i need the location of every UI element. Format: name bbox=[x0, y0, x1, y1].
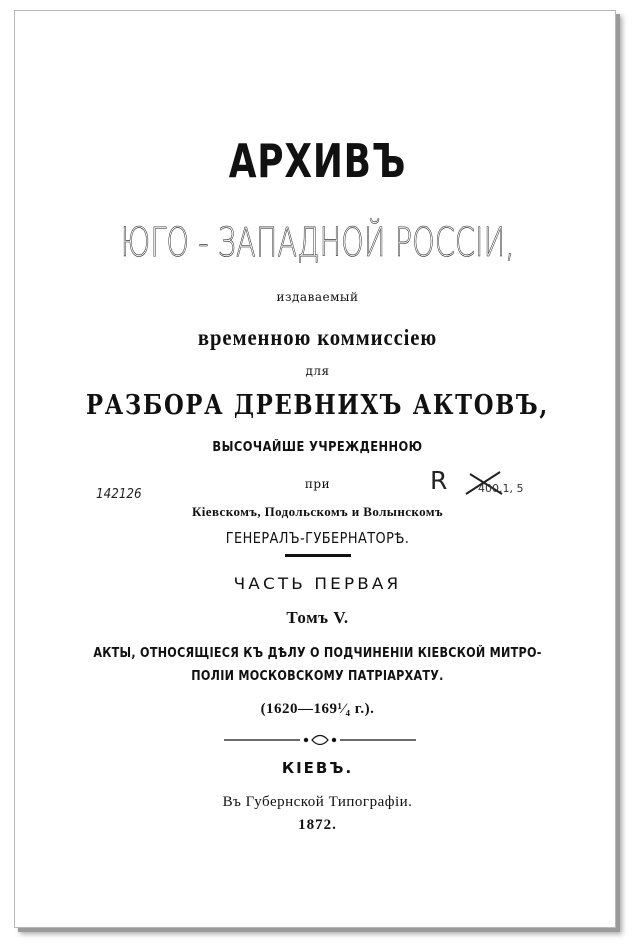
printer-name: Въ Губернской Типографіи. bbox=[222, 794, 413, 810]
analysis-title: РАЗБОРА ДРЕВНИХЪ АКТОВЪ, bbox=[86, 390, 549, 421]
publisher-intro: издаваемый bbox=[276, 290, 359, 304]
publication-year: 1872. bbox=[298, 817, 337, 833]
acts-title-line-1: АКТЫ, ОТНОСЯЩІЕСЯ КЪ ДѢЛУ О ПОДЧИНЕНІИ КІЕВСКОЙ МИТРО- bbox=[93, 646, 542, 661]
commission-name: временною коммиссіею bbox=[197, 325, 438, 350]
governor-text: ГЕНЕРАЛЪ-ГУБЕРНАТОРѢ. bbox=[225, 529, 410, 547]
publication-city: КІЕВЪ. bbox=[281, 759, 354, 777]
at-word: при bbox=[304, 477, 331, 491]
acts-title-line-2: ПОЛІИ МОСКОВСКОМУ ПАТРІАРХАТУ. bbox=[191, 669, 444, 684]
part-heading: ЧАСТЬ ПЕРВАЯ bbox=[233, 574, 402, 593]
section-divider bbox=[285, 554, 351, 557]
book-subtitle: ЮГО - ЗАПАДНОЙ РОССІИ, bbox=[120, 220, 515, 266]
handwritten-inventory-number: 142126 bbox=[96, 487, 142, 502]
provinces-text: Кіевскомъ, Подольскомъ и Волынскомъ bbox=[191, 504, 444, 519]
volume-heading: Томъ V. bbox=[286, 608, 349, 627]
established-text: ВЫСОЧАЙШЕ УЧРЕЖДЕННОЮ bbox=[212, 440, 423, 455]
for-word: для bbox=[305, 364, 330, 378]
shelf-number: 400.1, 5 bbox=[478, 482, 524, 495]
handwritten-shelf-mark bbox=[430, 468, 550, 504]
book-title: АРХИВЪ bbox=[228, 134, 407, 188]
ornament-rule bbox=[220, 733, 420, 747]
shelf-letter: R bbox=[430, 466, 448, 495]
date-range: (1620—169¹⁄₄ г.). bbox=[260, 701, 375, 717]
